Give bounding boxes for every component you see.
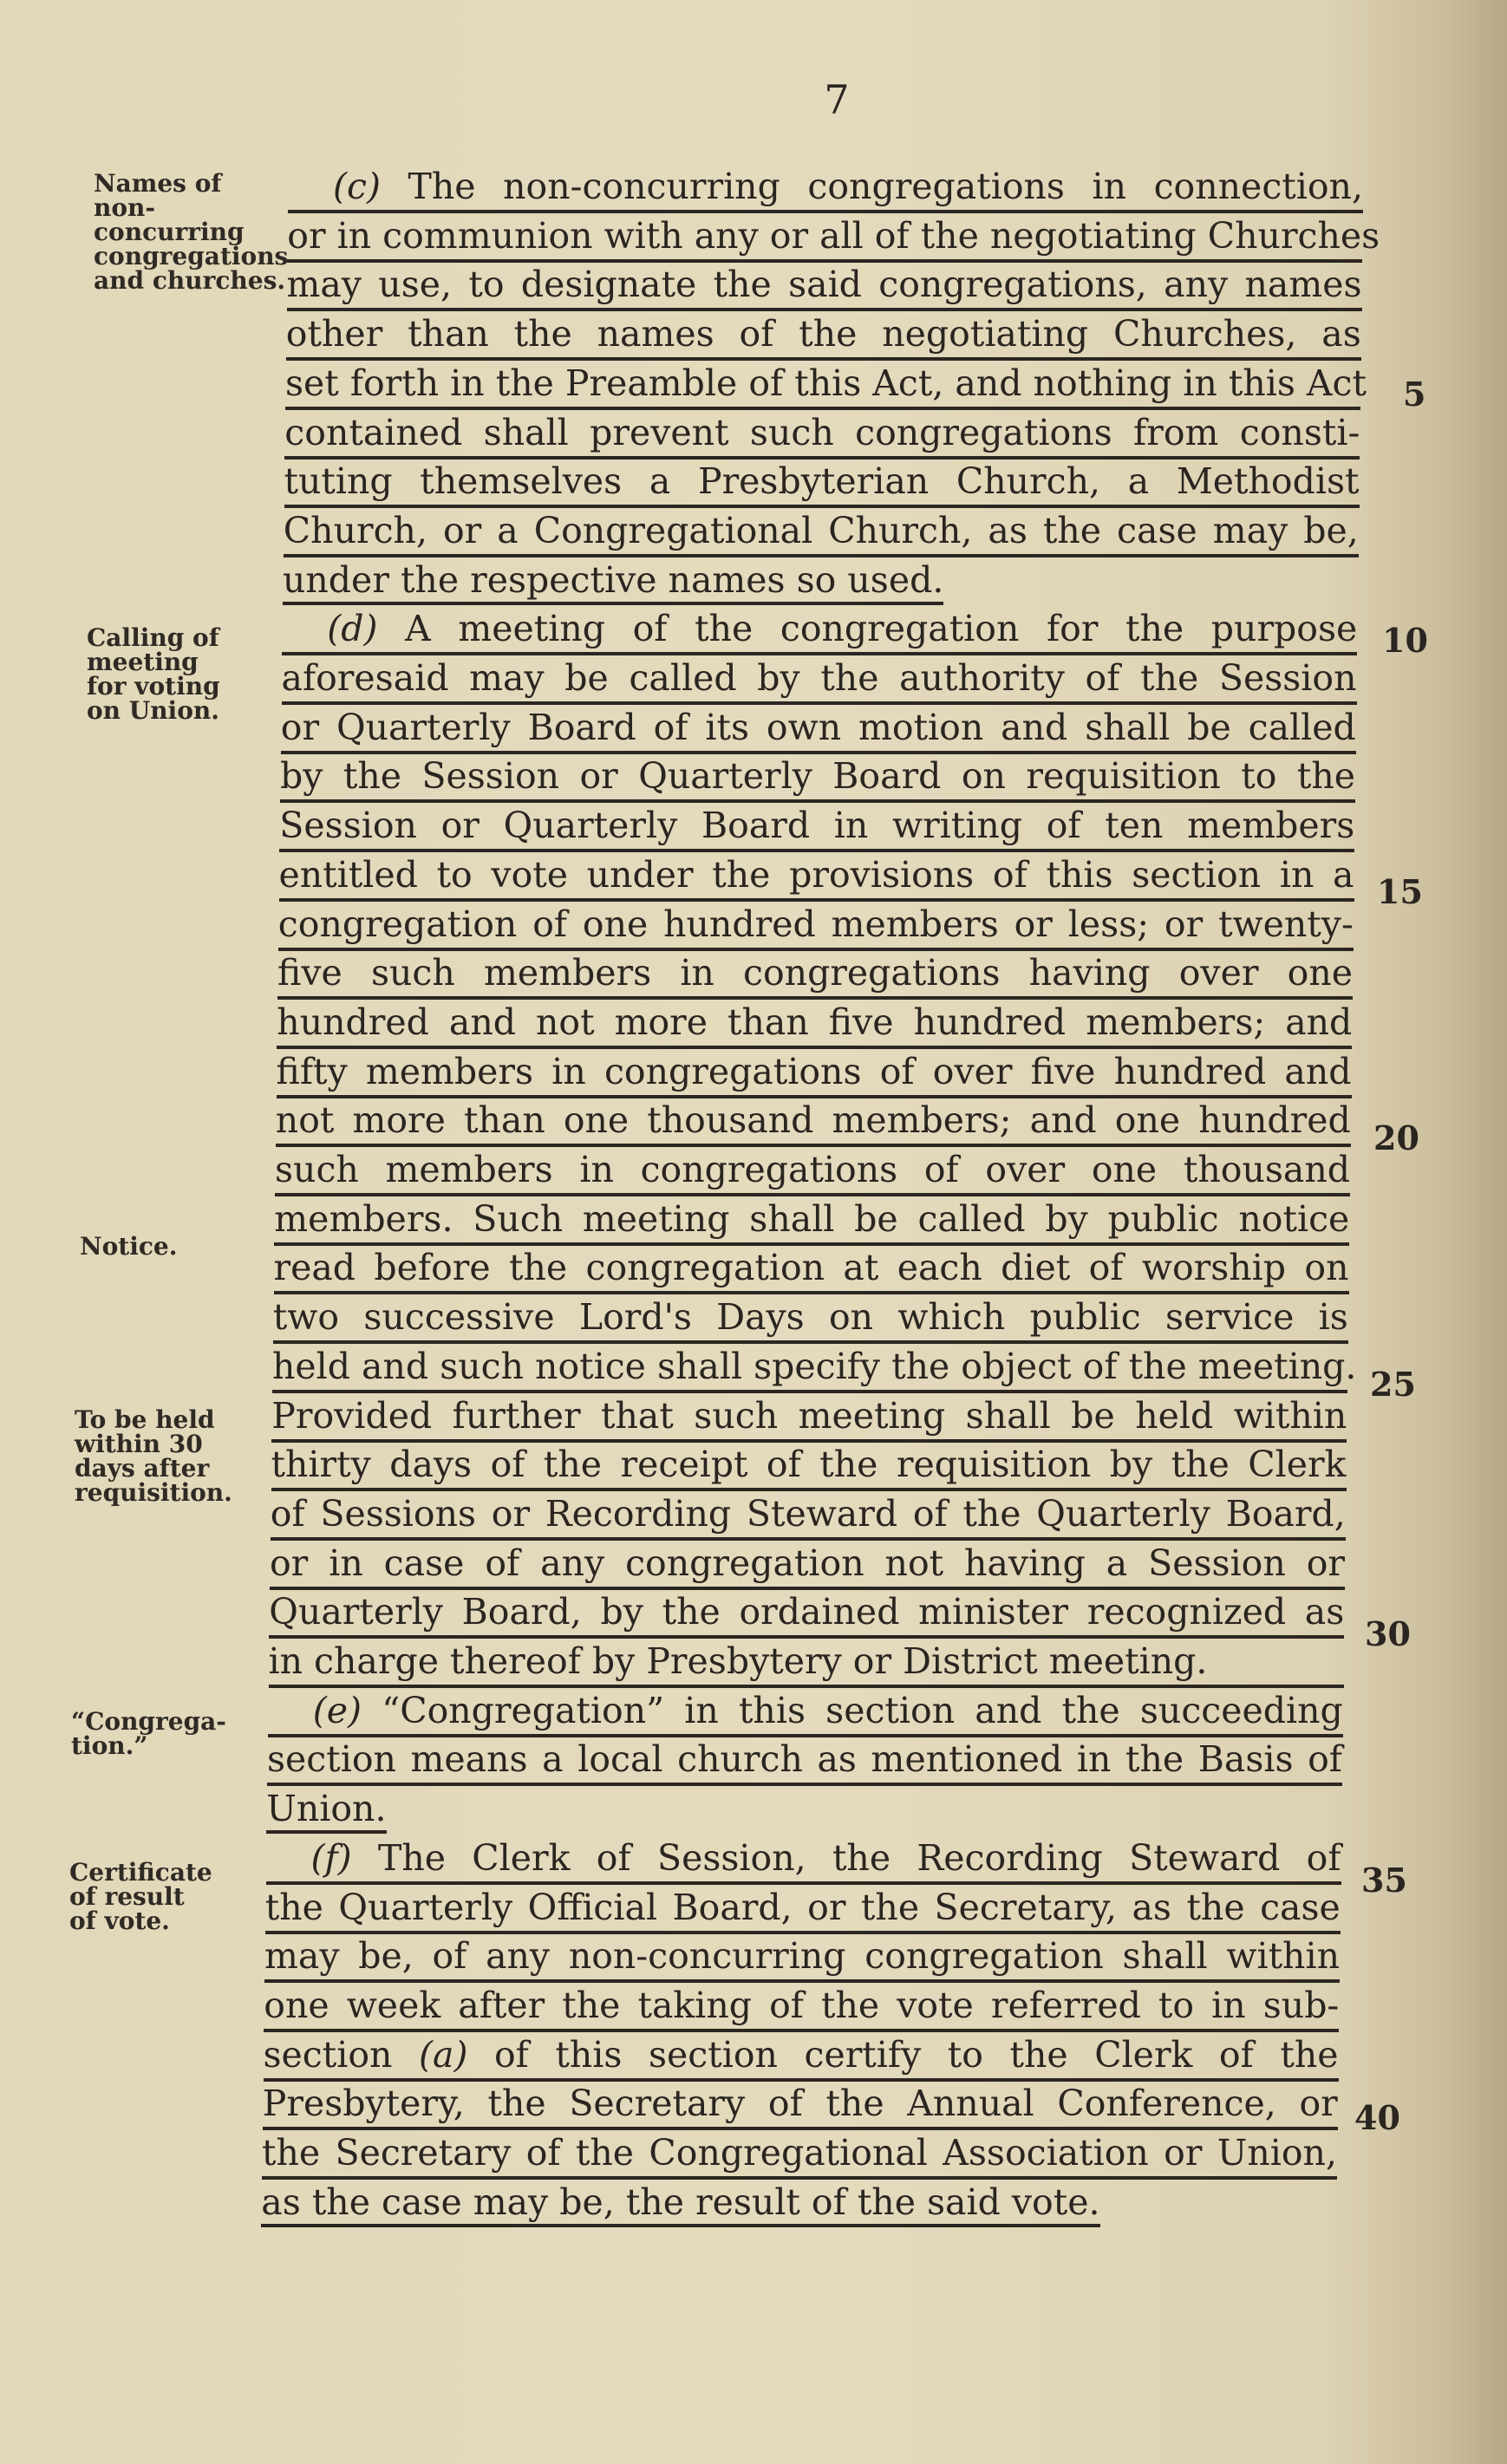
body-line: (d) A meeting of the congregation for the purpose xyxy=(282,607,1357,655)
body-line: (f) The Clerk of Session, the Recording Steward of xyxy=(266,1836,1341,1885)
line-number: 15 xyxy=(1377,872,1423,911)
margin-note-certificate xyxy=(69,1858,269,1935)
margin-note-line: Names of xyxy=(94,169,222,198)
margin-note-line: days after xyxy=(75,1454,210,1483)
margin-note-line: Certificate xyxy=(69,1858,212,1887)
body-line xyxy=(261,2180,1336,2229)
subsection-letter: (c) xyxy=(333,166,381,207)
line-number: 10 xyxy=(1382,621,1428,660)
body-line: tuting themselves a Presbyterian Church, a Methodist xyxy=(284,460,1360,508)
body-line: the Secretary of the Congregational Association or Union, xyxy=(262,2131,1337,2180)
body-line: Quarterly Board, by the ordained minister recognized as xyxy=(269,1590,1344,1639)
margin-note-calling xyxy=(87,623,286,725)
margin-note-line: for voting xyxy=(87,672,220,701)
body-line: (e) “Congregation” in this section and the succeeding xyxy=(268,1689,1343,1737)
line-number: 30 xyxy=(1365,1614,1411,1653)
body-line: one week after the taking of the vote referred to in sub- xyxy=(264,1984,1339,2032)
body-line: held and such notice shall specify the object of the meeting. xyxy=(272,1345,1347,1393)
body-line: aforesaid may be called by the authority of the Session xyxy=(282,656,1357,705)
margin-note-notice xyxy=(80,1232,279,1261)
line-number: 25 xyxy=(1370,1365,1416,1404)
body-line: not more than one thousand members; and one hundred xyxy=(276,1098,1351,1147)
margin-note-line: tion.” xyxy=(71,1731,148,1760)
body-line: read before the congregation at each diet of worship on xyxy=(274,1246,1349,1294)
margin-note-line: of result xyxy=(69,1882,185,1911)
subsection-letter: (a) xyxy=(419,2033,468,2076)
margin-note-line: congregations xyxy=(94,242,289,271)
margin-note-line: of vote. xyxy=(69,1907,170,1935)
body-line: may be, of any non-concurring congregation shall within xyxy=(264,1934,1340,1983)
subsection-letter: (d) xyxy=(327,608,378,650)
margin-note-line: Notice. xyxy=(80,1232,178,1261)
body-line: fifty members in congregations of over five hundred and xyxy=(277,1050,1352,1098)
margin-note-congregation xyxy=(71,1707,271,1760)
line-number: 20 xyxy=(1373,1118,1419,1157)
margin-note-line: meeting xyxy=(87,648,199,676)
margin-note-line: To be held xyxy=(75,1405,215,1434)
body-line: Provided further that such meeting shall be held within xyxy=(271,1394,1347,1443)
body-line xyxy=(283,558,1358,607)
body-line: section means a local church as mentioned in the Basis of xyxy=(267,1737,1342,1786)
body-line: by the Session or Quarterly Board on requisition to the xyxy=(280,754,1355,803)
body-line: five such members in congregations having over one xyxy=(277,951,1353,1000)
margin-note-line: non-concurring xyxy=(94,193,245,246)
body-line: (c) The non-concurring congregations in connection, xyxy=(288,165,1363,213)
body-line: or in communion with any or all of the negotiating Churches xyxy=(287,214,1362,263)
body-line: entitled to vote under the provisions of this section in a xyxy=(279,853,1354,902)
margin-note-line: “Congrega- xyxy=(71,1707,226,1736)
body-line: section (a) of this section certify to the Clerk of the xyxy=(264,2033,1339,2082)
body-line-text: as the case may be, the result of the said vote. xyxy=(261,2180,1099,2227)
body-line: members. Such meeting shall be called by public notice xyxy=(274,1197,1349,1246)
margin-note-line: Calling of xyxy=(87,623,219,652)
body-line: congregation of one hundred members or less; or twenty- xyxy=(278,903,1354,951)
body-line: may use, to designate the said congregations, any names xyxy=(287,263,1362,311)
page-number: 7 xyxy=(824,76,850,123)
line-number: 35 xyxy=(1361,1861,1407,1900)
margin-note-to-be-held xyxy=(75,1405,274,1507)
subsection-letter: (e) xyxy=(312,1689,362,1731)
body-line: in charge thereof by Presbytery or District meeting. xyxy=(269,1639,1344,1688)
margin-note-names xyxy=(94,169,293,295)
body-line: other than the names of the negotiating Churches, as xyxy=(286,312,1361,361)
body-line: such members in congregations of over one thousand xyxy=(275,1148,1350,1196)
body-line: thirty days of the receipt of the requisition by the Clerk xyxy=(271,1443,1347,1491)
margin-note-line: and churches. xyxy=(94,266,286,295)
margin-note-line: requisition. xyxy=(75,1478,232,1507)
body-line: of Sessions or Recording Steward of the Quarterly Board, xyxy=(271,1492,1346,1541)
subsection-letter: (f) xyxy=(310,1836,352,1879)
body-line: Session or Quarterly Board in writing of ten members xyxy=(279,804,1354,852)
line-number: 40 xyxy=(1354,2098,1400,2137)
body-line: hundred and not more than five hundred members; and xyxy=(277,1001,1352,1049)
body-line: or Quarterly Board of its own motion and shall be called xyxy=(281,706,1356,754)
margin-note-line: within 30 xyxy=(75,1430,203,1458)
body-line-text: under the respective names so used. xyxy=(283,558,943,605)
body-line: Presbytery, the Secretary of the Annual Conference, or xyxy=(263,2082,1338,2130)
body-line-text: Union. xyxy=(266,1787,386,1834)
body-line: or in case of any congregation not having a Session or xyxy=(270,1542,1345,1590)
body-line xyxy=(266,1787,1341,1835)
body-line: two successive Lord's Days on which public service is xyxy=(273,1295,1348,1344)
line-number: 5 xyxy=(1403,375,1426,414)
body-line: contained shall prevent such congregations from consti- xyxy=(284,411,1360,460)
body-line: Church, or a Congregational Church, as the case may be, xyxy=(284,509,1359,557)
body-line: the Quarterly Official Board, or the Secretary, as the case xyxy=(265,1886,1341,1934)
margin-note-line: on Union. xyxy=(87,696,219,725)
body-line: set forth in the Preamble of this Act, and nothing in this Act xyxy=(285,362,1360,410)
